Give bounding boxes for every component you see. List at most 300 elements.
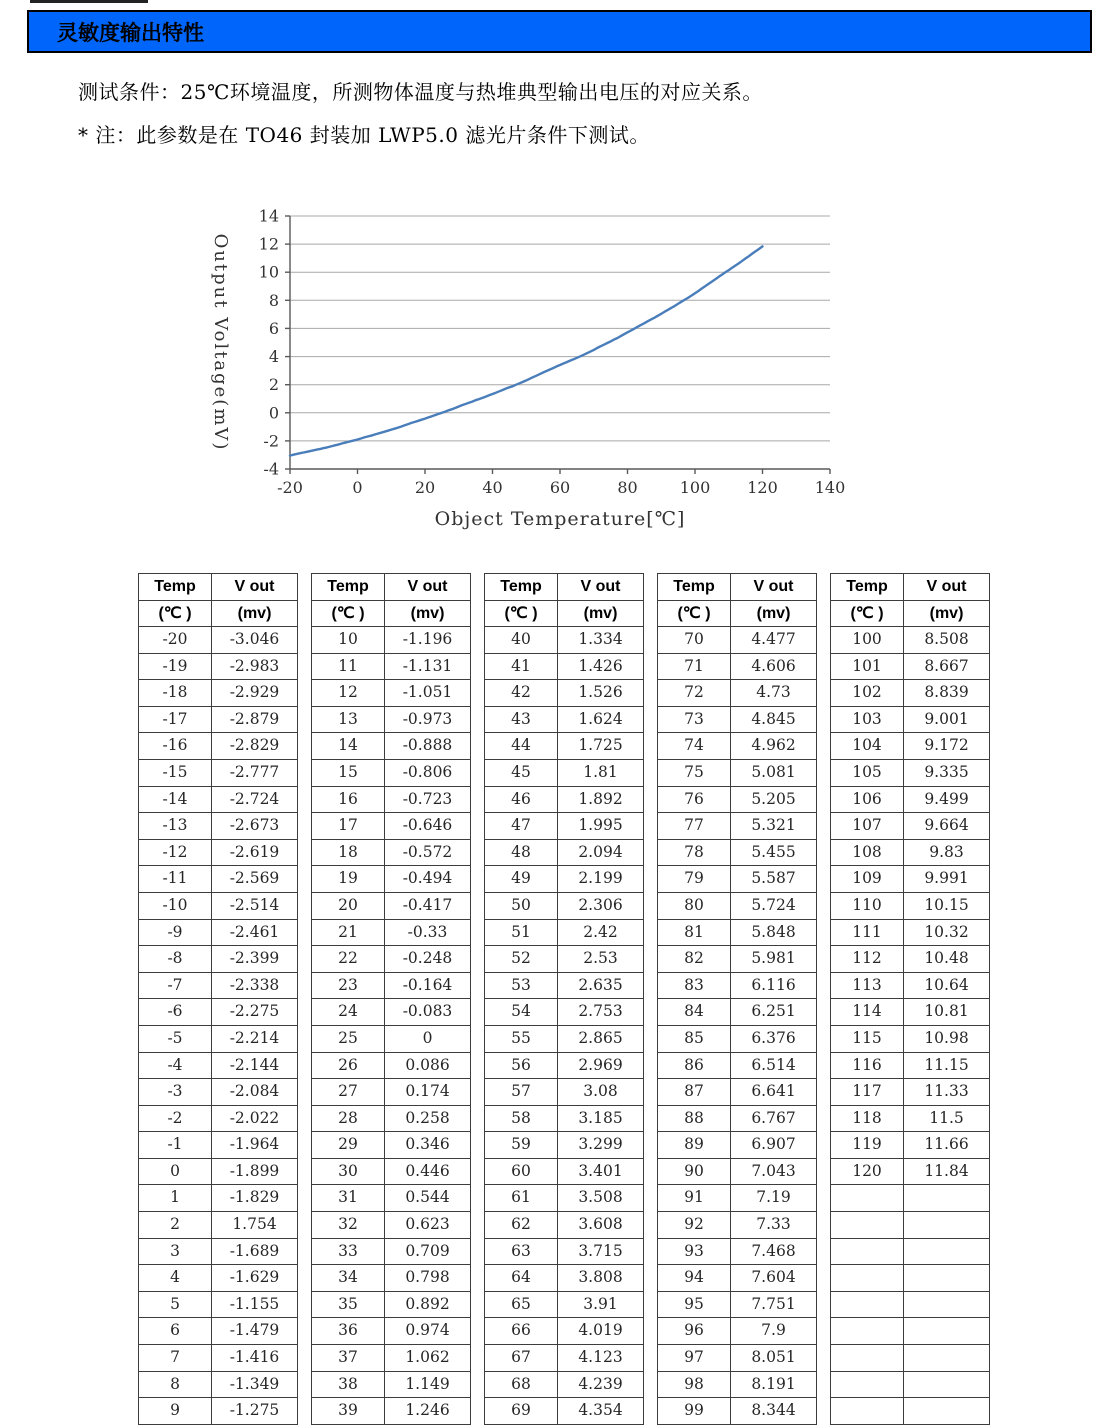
- y-tick-label: 14: [258, 206, 279, 226]
- x-tick-label: 140: [814, 478, 846, 497]
- temp-cell: 64: [485, 1265, 558, 1292]
- temp-cell: -19: [139, 653, 212, 680]
- temp-cell: 1: [139, 1185, 212, 1212]
- table-row: [312, 653, 471, 680]
- vout-cell: [904, 1398, 990, 1425]
- table-row: [312, 1158, 471, 1185]
- vout-cell: -2.569: [212, 866, 298, 893]
- table-row: [831, 1398, 990, 1425]
- vout-cell: 7.19: [731, 1185, 817, 1212]
- table-row: [831, 866, 990, 893]
- vout-cell: -2.275: [212, 999, 298, 1026]
- temp-cell: -17: [139, 706, 212, 733]
- table-row: [485, 1158, 644, 1185]
- table-row: [312, 892, 471, 919]
- vout-cell: 5.455: [731, 839, 817, 866]
- vout-cell: [904, 1212, 990, 1239]
- table-row: [658, 892, 817, 919]
- temp-cell: 86: [658, 1052, 731, 1079]
- vout-cell: -3.046: [212, 627, 298, 654]
- table-row: [831, 1079, 990, 1106]
- vout-cell: 6.251: [731, 999, 817, 1026]
- table-row: [831, 1158, 990, 1185]
- vout-cell: 2.53: [558, 946, 644, 973]
- table-row: [658, 1185, 817, 1212]
- table-row: [312, 1318, 471, 1345]
- temp-cell: 28: [312, 1105, 385, 1132]
- table-row: [658, 1318, 817, 1345]
- temp-cell: 12: [312, 680, 385, 707]
- temp-cell: 11: [312, 653, 385, 680]
- table-row: [139, 946, 298, 973]
- table-row: [485, 946, 644, 973]
- table-row: [831, 1265, 990, 1292]
- table-row: [312, 1291, 471, 1318]
- temp-cell: 29: [312, 1132, 385, 1159]
- vout-cell: 1.725: [558, 733, 644, 760]
- table-row: [139, 1185, 298, 1212]
- note-text: * 注：此参数是在 TO46 封装加 LWP5.0 滤光片条件下测试。: [78, 123, 650, 147]
- table-row: [485, 1185, 644, 1212]
- table-row: [139, 972, 298, 999]
- table-row: [658, 999, 817, 1026]
- vout-cell: [904, 1291, 990, 1318]
- temp-cell: 107: [831, 813, 904, 840]
- vout-cell: 4.845: [731, 706, 817, 733]
- vout-cell: -1.899: [212, 1158, 298, 1185]
- table-row: [831, 813, 990, 840]
- temp-cell: 106: [831, 786, 904, 813]
- table-row: [312, 946, 471, 973]
- temp-cell: 118: [831, 1105, 904, 1132]
- vout-cell: 3.91: [558, 1291, 644, 1318]
- temp-cell: -7: [139, 972, 212, 999]
- test-condition-text: 测试条件：25℃环境温度，所测物体温度与热堆典型输出电压的对应关系。: [78, 80, 763, 104]
- temp-cell: 100: [831, 627, 904, 654]
- table-row: [831, 733, 990, 760]
- table-row: [312, 919, 471, 946]
- temp-cell: 49: [485, 866, 558, 893]
- vout-cell: -0.248: [385, 946, 471, 973]
- temp-cell: 98: [658, 1371, 731, 1398]
- x-tick-label: 20: [414, 478, 436, 497]
- col-header-temp-unit: (℃ ): [831, 600, 904, 627]
- vout-cell: 7.751: [731, 1291, 817, 1318]
- table-row: [312, 1132, 471, 1159]
- table-row: [312, 1238, 471, 1265]
- vout-cell: -1.829: [212, 1185, 298, 1212]
- temp-cell: 46: [485, 786, 558, 813]
- y-tick-label: 6: [268, 318, 279, 338]
- col-header-vout-unit: (mv): [904, 600, 990, 627]
- temp-cell: 58: [485, 1105, 558, 1132]
- temp-cell: -16: [139, 733, 212, 760]
- col-header-temp: Temp: [658, 574, 731, 601]
- temp-cell: 74: [658, 733, 731, 760]
- vout-cell: 7.043: [731, 1158, 817, 1185]
- vout-cell: 5.205: [731, 786, 817, 813]
- vout-cell: -0.723: [385, 786, 471, 813]
- temp-cell: 117: [831, 1079, 904, 1106]
- table-row: [312, 733, 471, 760]
- vout-cell: 8.191: [731, 1371, 817, 1398]
- vout-cell: -1.416: [212, 1345, 298, 1372]
- temp-cell: 16: [312, 786, 385, 813]
- vout-cell: 6.641: [731, 1079, 817, 1106]
- vout-cell: 8.344: [731, 1398, 817, 1425]
- table-row: [831, 919, 990, 946]
- table-row: [658, 839, 817, 866]
- temp-cell: 119: [831, 1132, 904, 1159]
- vout-cell: 4.239: [558, 1371, 644, 1398]
- temp-cell: 6: [139, 1318, 212, 1345]
- vout-cell: 7.33: [731, 1212, 817, 1239]
- vout-cell: 2.969: [558, 1052, 644, 1079]
- col-header-temp: Temp: [485, 574, 558, 601]
- vout-cell: -2.983: [212, 653, 298, 680]
- table-row: [485, 1105, 644, 1132]
- table-row: [312, 839, 471, 866]
- temp-cell: 65: [485, 1291, 558, 1318]
- col-header-vout: V out: [904, 574, 990, 601]
- table-row: [831, 1025, 990, 1052]
- col-header-temp-unit: (℃ ): [485, 600, 558, 627]
- vout-cell: 8.508: [904, 627, 990, 654]
- table-row: [312, 1212, 471, 1239]
- vout-cell: 10.81: [904, 999, 990, 1026]
- temp-cell: 84: [658, 999, 731, 1026]
- vout-cell: 10.48: [904, 946, 990, 973]
- table-row: [831, 627, 990, 654]
- table-row: [312, 972, 471, 999]
- temp-cell: 48: [485, 839, 558, 866]
- temp-cell: -12: [139, 839, 212, 866]
- vout-cell: 11.84: [904, 1158, 990, 1185]
- x-tick-label: 0: [352, 478, 363, 497]
- table-row: [485, 786, 644, 813]
- vout-cell: 0: [385, 1025, 471, 1052]
- temp-cell: 105: [831, 759, 904, 786]
- table-row: [139, 759, 298, 786]
- temp-cell: 2: [139, 1212, 212, 1239]
- table-row: [658, 1345, 817, 1372]
- temp-cell: 26: [312, 1052, 385, 1079]
- vout-cell: 4.123: [558, 1345, 644, 1372]
- x-tick-label: 80: [617, 478, 638, 497]
- vout-cell: 7.604: [731, 1265, 817, 1292]
- temp-cell: 78: [658, 839, 731, 866]
- section-title: 灵敏度输出特性: [57, 20, 204, 45]
- temp-cell: 30: [312, 1158, 385, 1185]
- temp-vout-data-tables: [138, 573, 990, 1425]
- temp-cell: -5: [139, 1025, 212, 1052]
- temp-cell: 113: [831, 972, 904, 999]
- temp-cell: [831, 1291, 904, 1318]
- x-tick-label: 60: [549, 478, 571, 497]
- vout-cell: 7.9: [731, 1318, 817, 1345]
- table-row: [831, 999, 990, 1026]
- table-row: [139, 1345, 298, 1372]
- col-header-vout: V out: [212, 574, 298, 601]
- temp-cell: 82: [658, 946, 731, 973]
- table-row: [312, 1079, 471, 1106]
- table-row: [139, 1291, 298, 1318]
- vout-cell: 4.477: [731, 627, 817, 654]
- temp-cell: [831, 1265, 904, 1292]
- vout-cell: -0.494: [385, 866, 471, 893]
- col-header-temp: Temp: [312, 574, 385, 601]
- vout-cell: 0.892: [385, 1291, 471, 1318]
- table-row: [485, 919, 644, 946]
- temp-cell: 56: [485, 1052, 558, 1079]
- table-row: [658, 1398, 817, 1425]
- table-row: [658, 680, 817, 707]
- temp-cell: 39: [312, 1398, 385, 1425]
- temp-cell: 60: [485, 1158, 558, 1185]
- vout-cell: 6.514: [731, 1052, 817, 1079]
- table-row: [658, 733, 817, 760]
- vout-cell: 2.306: [558, 892, 644, 919]
- temp-cell: 89: [658, 1132, 731, 1159]
- vout-cell: 0.544: [385, 1185, 471, 1212]
- table-row: [485, 1345, 644, 1372]
- vout-cell: 5.848: [731, 919, 817, 946]
- temp-cell: 31: [312, 1185, 385, 1212]
- table-row: [312, 866, 471, 893]
- table-row: [658, 1238, 817, 1265]
- vout-cell: 0.086: [385, 1052, 471, 1079]
- x-tick-label: 120: [747, 478, 778, 497]
- vout-cell: 1.246: [385, 1398, 471, 1425]
- vout-cell: -2.879: [212, 706, 298, 733]
- vout-cell: [904, 1265, 990, 1292]
- temp-cell: 50: [485, 892, 558, 919]
- table-row: [658, 813, 817, 840]
- temp-cell: -3: [139, 1079, 212, 1106]
- vout-cell: 6.376: [731, 1025, 817, 1052]
- temp-cell: 10: [312, 627, 385, 654]
- temp-cell: 57: [485, 1079, 558, 1106]
- vout-cell: 10.32: [904, 919, 990, 946]
- table-row: [312, 1185, 471, 1212]
- col-header-vout: V out: [731, 574, 817, 601]
- table-row: [312, 1265, 471, 1292]
- vout-cell: 0.709: [385, 1238, 471, 1265]
- temp-cell: 8: [139, 1371, 212, 1398]
- vout-cell: [904, 1371, 990, 1398]
- y-tick-label: 0: [268, 403, 279, 423]
- temp-cell: [831, 1398, 904, 1425]
- vout-cell: -2.084: [212, 1079, 298, 1106]
- y-tick-label: -4: [263, 459, 279, 479]
- table-row: [485, 1318, 644, 1345]
- temp-cell: 22: [312, 946, 385, 973]
- table-row: [312, 1371, 471, 1398]
- table-row: [139, 786, 298, 813]
- table-row: [485, 1291, 644, 1318]
- vout-cell: 4.019: [558, 1318, 644, 1345]
- temp-cell: 93: [658, 1238, 731, 1265]
- vout-cell: -0.417: [385, 892, 471, 919]
- y-tick-label: 2: [268, 375, 279, 395]
- table-row: [658, 627, 817, 654]
- vout-cell: 1.062: [385, 1345, 471, 1372]
- temp-cell: 94: [658, 1265, 731, 1292]
- vout-cell: 1.624: [558, 706, 644, 733]
- table-row: [658, 1371, 817, 1398]
- table-row: [139, 1052, 298, 1079]
- col-header-vout-unit: (mv): [385, 600, 471, 627]
- table-row: [139, 1238, 298, 1265]
- table-row: [831, 759, 990, 786]
- table-row: [831, 786, 990, 813]
- temp-cell: -9: [139, 919, 212, 946]
- vout-cell: 11.66: [904, 1132, 990, 1159]
- table-row: [139, 706, 298, 733]
- temp-cell: -11: [139, 866, 212, 893]
- temp-cell: 96: [658, 1318, 731, 1345]
- table-row: [831, 1212, 990, 1239]
- vout-cell: 9.83: [904, 839, 990, 866]
- table-row: [485, 1132, 644, 1159]
- table-row: [658, 866, 817, 893]
- table-row: [312, 759, 471, 786]
- col-header-vout-unit: (mv): [558, 600, 644, 627]
- output-voltage-chart-svg: [170, 195, 880, 545]
- table-row: [312, 999, 471, 1026]
- y-tick-label: 10: [258, 262, 279, 282]
- table-row: [485, 1371, 644, 1398]
- table-row: [485, 706, 644, 733]
- temp-cell: 36: [312, 1318, 385, 1345]
- table-row: [831, 1291, 990, 1318]
- vout-cell: -0.083: [385, 999, 471, 1026]
- table-row: [658, 972, 817, 999]
- vout-cell: [904, 1345, 990, 1372]
- table-row: [139, 1398, 298, 1425]
- vout-cell: 2.42: [558, 919, 644, 946]
- table-row: [139, 1158, 298, 1185]
- vout-cell: -1.349: [212, 1371, 298, 1398]
- table-row: [139, 839, 298, 866]
- temp-cell: 20: [312, 892, 385, 919]
- table-row: [312, 813, 471, 840]
- temp-cell: 88: [658, 1105, 731, 1132]
- vout-cell: 9.991: [904, 866, 990, 893]
- vout-cell: -0.164: [385, 972, 471, 999]
- vout-cell: 0.623: [385, 1212, 471, 1239]
- vout-cell: 1.995: [558, 813, 644, 840]
- vout-cell: 3.608: [558, 1212, 644, 1239]
- table-row: [139, 866, 298, 893]
- table-row: [485, 1398, 644, 1425]
- temp-cell: 70: [658, 627, 731, 654]
- temp-cell: -14: [139, 786, 212, 813]
- vout-cell: -1.051: [385, 680, 471, 707]
- temp-cell: 72: [658, 680, 731, 707]
- vout-cell: 1.149: [385, 1371, 471, 1398]
- temp-cell: 27: [312, 1079, 385, 1106]
- temp-cell: 62: [485, 1212, 558, 1239]
- table-row: [658, 706, 817, 733]
- col-header-temp: Temp: [139, 574, 212, 601]
- table-row: [831, 1132, 990, 1159]
- temp-cell: 35: [312, 1291, 385, 1318]
- temp-cell: 59: [485, 1132, 558, 1159]
- table-row: [312, 786, 471, 813]
- vout-cell: -1.964: [212, 1132, 298, 1159]
- temp-cell: -6: [139, 999, 212, 1026]
- col-header-temp-unit: (℃ ): [139, 600, 212, 627]
- temp-cell: 21: [312, 919, 385, 946]
- temp-cell: 90: [658, 1158, 731, 1185]
- temp-cell: 99: [658, 1398, 731, 1425]
- temp-cell: 40: [485, 627, 558, 654]
- table-row: [485, 759, 644, 786]
- table-row: [139, 680, 298, 707]
- temp-cell: 47: [485, 813, 558, 840]
- table-row: [139, 1025, 298, 1052]
- temp-cell: 14: [312, 733, 385, 760]
- vout-cell: 6.767: [731, 1105, 817, 1132]
- vout-cell: 4.73: [731, 680, 817, 707]
- table-row: [658, 786, 817, 813]
- temp-cell: 116: [831, 1052, 904, 1079]
- vout-cell: 6.907: [731, 1132, 817, 1159]
- temp-cell: [831, 1371, 904, 1398]
- vout-cell: -0.806: [385, 759, 471, 786]
- vout-cell: -2.619: [212, 839, 298, 866]
- table-row: [485, 866, 644, 893]
- vout-cell: 7.468: [731, 1238, 817, 1265]
- vout-cell: 9.172: [904, 733, 990, 760]
- table-row: [485, 653, 644, 680]
- vout-cell: 3.08: [558, 1079, 644, 1106]
- curve-line: [290, 246, 763, 455]
- table-row: [139, 1371, 298, 1398]
- table-row: [139, 1212, 298, 1239]
- vout-cell: -2.338: [212, 972, 298, 999]
- table-row: [831, 839, 990, 866]
- temp-cell: 104: [831, 733, 904, 760]
- data-table-group-4: [657, 573, 817, 1425]
- vout-cell: [904, 1318, 990, 1345]
- table-row: [485, 1265, 644, 1292]
- temp-cell: 41: [485, 653, 558, 680]
- temp-cell: 95: [658, 1291, 731, 1318]
- x-axis-title: Object Temperature[℃]: [434, 508, 686, 530]
- table-row: [312, 1025, 471, 1052]
- table-row: [831, 706, 990, 733]
- vout-cell: 0.446: [385, 1158, 471, 1185]
- y-tick-label: 8: [268, 290, 279, 310]
- temp-cell: 67: [485, 1345, 558, 1372]
- vout-cell: -2.829: [212, 733, 298, 760]
- temp-cell: 115: [831, 1025, 904, 1052]
- table-row: [831, 1052, 990, 1079]
- vout-cell: 8.839: [904, 680, 990, 707]
- temp-cell: 83: [658, 972, 731, 999]
- table-row: [139, 1132, 298, 1159]
- vout-cell: -0.973: [385, 706, 471, 733]
- vout-cell: 5.081: [731, 759, 817, 786]
- temp-cell: -18: [139, 680, 212, 707]
- col-header-vout-unit: (mv): [731, 600, 817, 627]
- table-row: [831, 653, 990, 680]
- vout-cell: 2.094: [558, 839, 644, 866]
- temp-cell: 97: [658, 1345, 731, 1372]
- vout-cell: 5.587: [731, 866, 817, 893]
